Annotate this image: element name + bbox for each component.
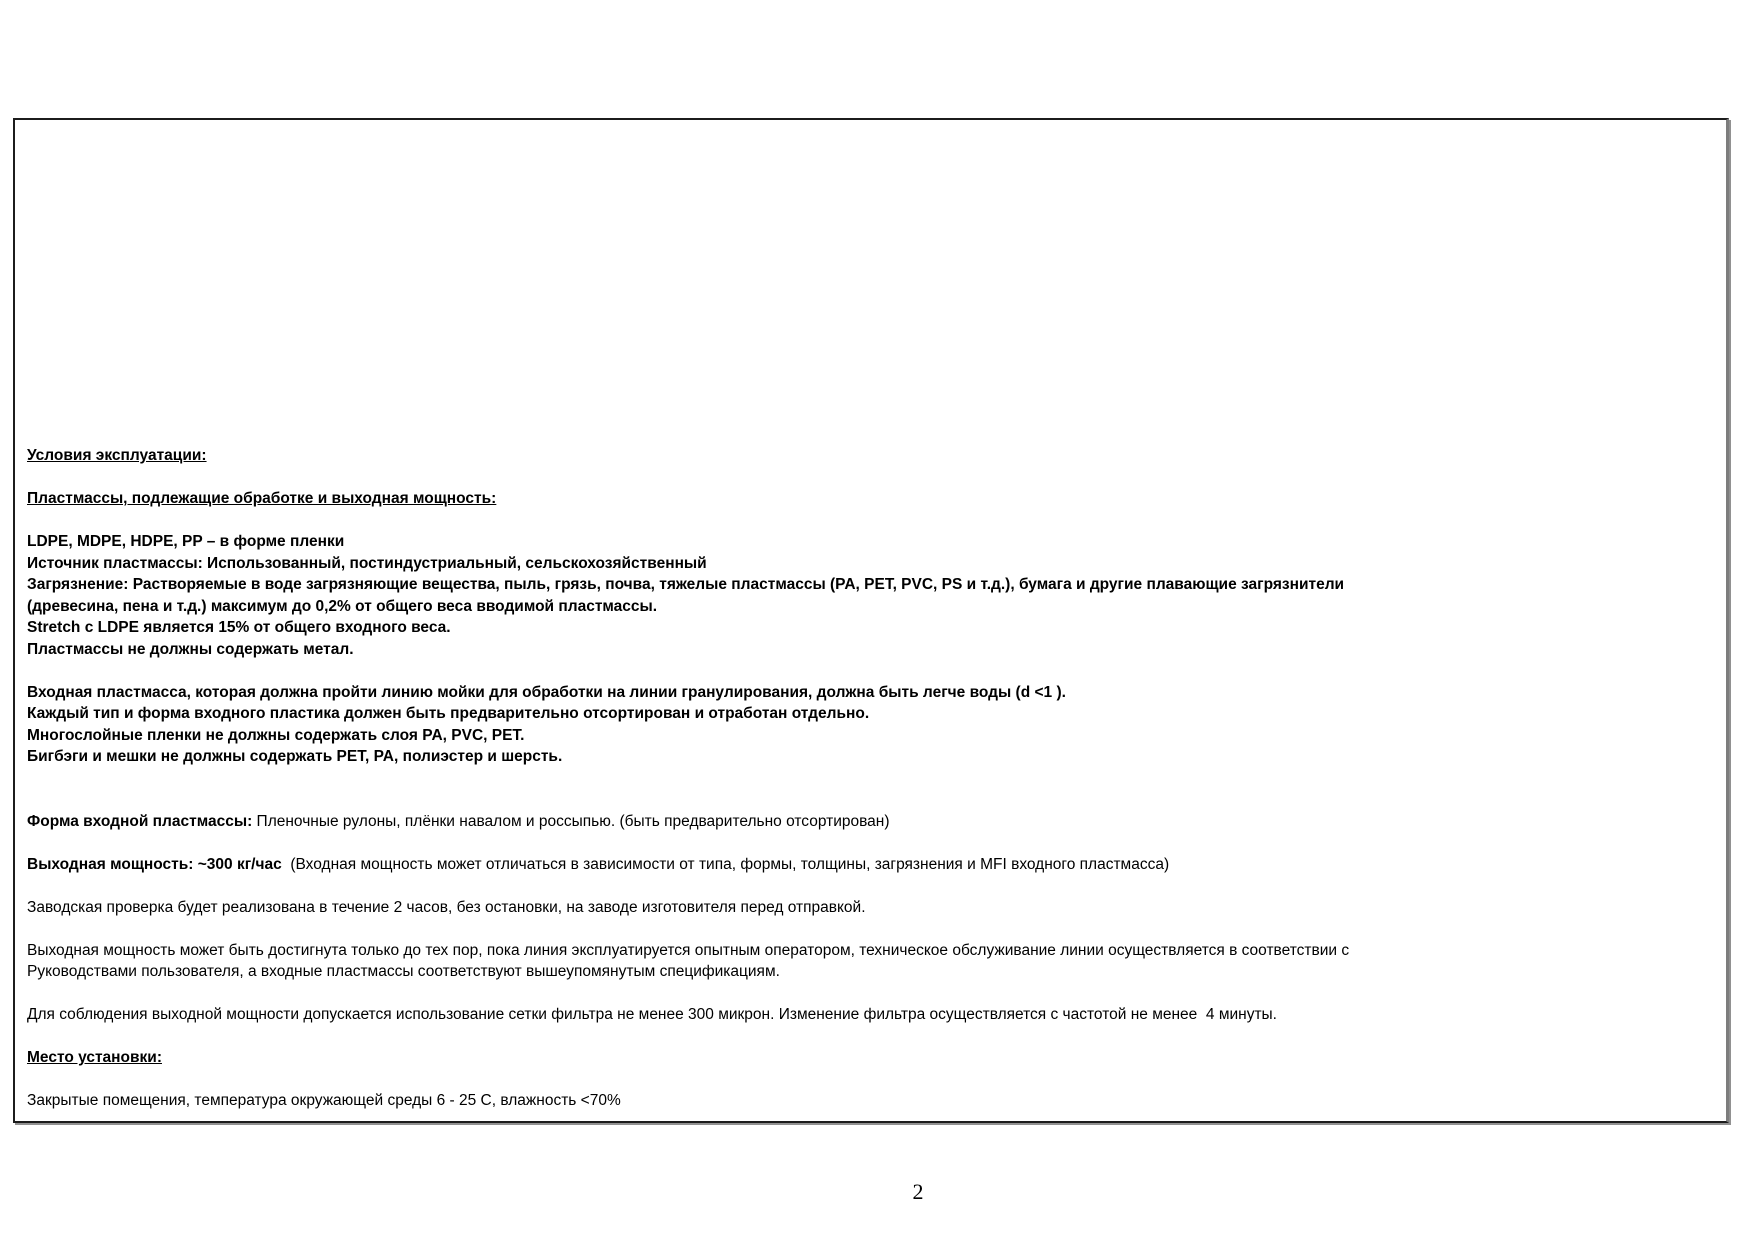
output-capacity-text: (Входная мощность может отличаться в зависимости от типа, формы, толщины, загрязнения и MFI входного пластмасса) xyxy=(281,855,1170,873)
page-border-frame xyxy=(13,118,1729,1123)
heading-installation-location: Место установки: xyxy=(27,1049,162,1066)
materials-line: LDPE, MDPE, HDPE, PP – в форме пленки xyxy=(27,533,345,550)
output-capacity-line xyxy=(27,854,1716,876)
document-body xyxy=(15,120,1726,1121)
multilayer-line: Многослойные пленки не должны содержать слоя PA, PVC, PET. xyxy=(27,726,525,744)
input-form-line xyxy=(27,811,1716,833)
washing-line: Входная пластмасса, которая должна пройти линию мойки для обработки на линии гранулирования, должна быть легче воды (d <1 ). xyxy=(27,683,1066,701)
output-capacity-label: Выходная мощность: ~300 кг/час xyxy=(27,855,282,873)
input-form-label: Форма входной пластмассы: xyxy=(27,812,253,830)
filter-line: Для соблюдения выходной мощности допускается использование сетки фильтра не менее 300 микрон. Изменение фильтра осуществляется с частотой не менее 4 минуты. xyxy=(27,1006,1277,1023)
page-number: 2 xyxy=(912,1179,924,1204)
location-line: Закрытые помещения, температура окружающей среды 6 - 25 С, влажность <70% xyxy=(27,1092,621,1109)
no-metal-line: Пластмассы не должны содержать метал. xyxy=(27,640,354,658)
output-conditions-line-1: Выходная мощность может быть достигнута только до тех пор, пока линия эксплуатируется опытным оператором, техническое обслуживание линии осуществляется в соответствии с xyxy=(27,941,1350,959)
bigbags-line: Бигбэги и мешки не должны содержать PET, PA, полиэстер и шерсть. xyxy=(27,748,563,765)
input-form-text: Пленочные рулоны, плёнки навалом и россыпью. (быть предварительно отсортирован) xyxy=(252,812,890,830)
source-line: Источник пластмассы: Использованный, постиндустриальный, сельскохозяйственный xyxy=(27,554,707,572)
heading-operating-conditions: Условия эксплуатации: xyxy=(27,447,207,464)
stretch-line: Stretch с LDPE является 15% от общего входного веса. xyxy=(27,619,451,636)
output-conditions-line-2: Руководствами пользователя, а входные пластмассы соответствуют вышеупомянутым спецификациям. xyxy=(27,963,780,980)
factory-test-line: Заводская проверка будет реализована в течение 2 часов, без остановки, на заводе изготовителя перед отправкой. xyxy=(27,898,866,916)
heading-plastics-output: Пластмассы, подлежащие обработке и выходная мощность: xyxy=(27,490,497,507)
contamination-line-2: (древесина, пена и т.д.) максимум до 0,2% от общего веса вводимой пластмассы. xyxy=(27,597,658,615)
sorting-line: Каждый тип и форма входного пластика должен быть предварительно отсортирован и отработан отдельно. xyxy=(27,705,870,722)
contamination-line-1: Загрязнение: Растворяемые в воде загрязняющие вещества, пыль, грязь, почва, тяжелые пластмассы (PA, PET, PVC, PS и т.д.), бумага и другие плавающие загрязнители xyxy=(27,576,1345,593)
